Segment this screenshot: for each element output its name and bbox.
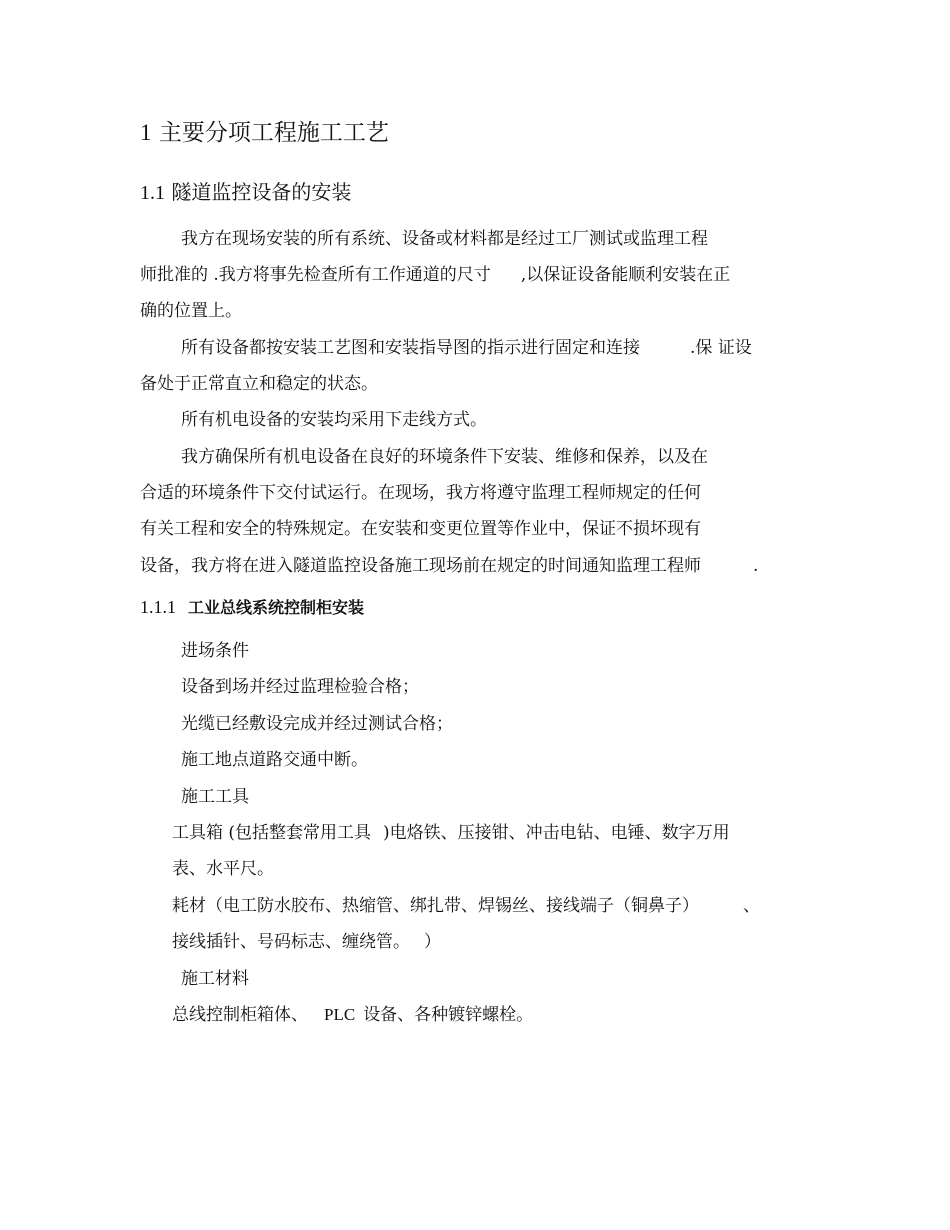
- para2-line1b: .保 证设: [690, 338, 752, 358]
- para2-line1: [181, 337, 752, 359]
- heading-1-title: 主要分项工程施工工艺: [158, 120, 389, 146]
- tools-line4a: 接线插针、号码标志、缠绕管。: [172, 932, 410, 952]
- heading-3-number: 1.1.1: [140, 597, 176, 617]
- tools-line2: 表、水平尺。: [172, 859, 274, 879]
- materials-label: 施工材料: [181, 969, 249, 989]
- materials-line1b: PLC: [324, 1005, 356, 1024]
- para1-line2a: 师批准的 .我方将事先检查所有工作通道的尺寸: [140, 265, 491, 285]
- tools-line4: [172, 931, 441, 953]
- heading-3-title: 工业总线系统控制柜安装: [188, 598, 365, 617]
- heading-2-title: 隧道监控设备的安装: [171, 180, 352, 204]
- tools-line1a: 工具箱 (包括整套常用工具: [172, 823, 372, 843]
- tools-line1: [172, 822, 730, 844]
- para1-line1: 我方在现场安装的所有系统、设备或材料都是经过工厂测试或监理工程: [181, 229, 708, 249]
- tools-line1b: )电烙铁、压接钳、冲击电钻、电锤、数字万用: [383, 823, 730, 843]
- heading-1: [140, 118, 389, 148]
- entry-condition-item: 施工地点道路交通中断。: [181, 750, 368, 770]
- para1-line3: 确的位置上。: [140, 301, 242, 321]
- tools-label: 施工工具: [181, 787, 249, 807]
- para1-line2: [140, 264, 730, 286]
- para4-line3: 有关工程和安全的特殊规定。在安装和变更位置等作业中，保证不损坏现有: [140, 519, 701, 539]
- heading-2: [140, 179, 351, 206]
- para4-line4b: .: [753, 556, 759, 576]
- para4-line2: 合适的环境条件下交付试运行。在现场，我方将遵守监理工程师规定的任何: [140, 483, 701, 503]
- heading-1-number: 1: [140, 120, 152, 145]
- para4-line4a: 设备，我方将在进入隧道监控设备施工现场前在规定的时间通知监理工程师: [140, 556, 701, 576]
- materials-line1c: 设备、各种镀锌螺栓。: [363, 1005, 534, 1025]
- entry-condition-item: 光缆已经敷设完成并经过测试合格；: [181, 714, 453, 734]
- tools-line3b: 、: [743, 896, 760, 916]
- para3-line1: 所有机电设备的安装均采用下走线方式。: [181, 410, 487, 430]
- heading-3: [140, 595, 364, 620]
- tools-line3a: 耗材（电工防水胶布、热缩管、绑扎带、焊锡丝、接线端子（铜鼻子）: [172, 896, 699, 916]
- para4-line1: 我方确保所有机电设备在良好的环境条件下安装、维修和保养，以及在: [181, 447, 708, 467]
- entry-condition-item: 设备到场并经过监理检验合格；: [181, 677, 419, 697]
- materials-line1a: 总线控制柜箱体、: [172, 1005, 308, 1025]
- para2-line1a: 所有设备都按安装工艺图和安装指导图的指示进行固定和连接: [181, 338, 640, 358]
- para4-line4: [140, 555, 758, 577]
- para2-line2: 备处于正常直立和稳定的状态。: [140, 374, 378, 394]
- tools-line4b: ）: [424, 932, 441, 952]
- heading-2-number: 1.1: [140, 182, 165, 204]
- materials-line1: [172, 1004, 533, 1026]
- para1-line2b: ,以保证设备能顺利安装在正: [520, 265, 731, 285]
- entry-conditions-label: 进场条件: [181, 641, 249, 661]
- tools-line3: [172, 895, 760, 917]
